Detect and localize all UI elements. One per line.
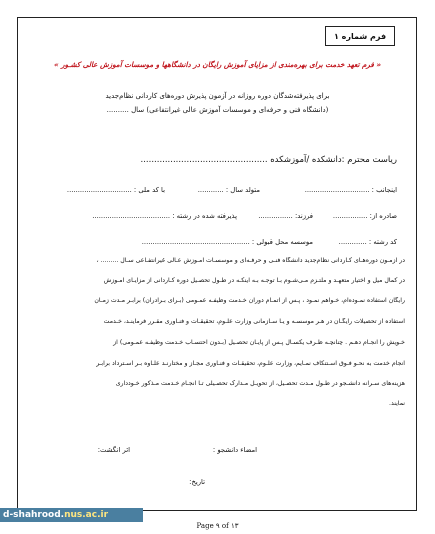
intro-line-1: برای پذیرفته‌شدگان دوره روزانه در آزمون پذیرش دوره‌های کاردانی نظام‌جدید: [105, 92, 330, 100]
paragraph-line: نمایند.: [389, 400, 405, 407]
addressee-line: ریاست محترم :دانشکده /آموزشکده ...............................................: [140, 155, 397, 165]
paragraph-line: هزینه‌های سـرانه دانشـجو در طـول مـدت تحصـیل، از تحویـل مـدارک تحصـیلی تـا انجـام خـدمت مـذکور خـودداری: [115, 380, 405, 387]
paragraph-line: خـویش را انجـام دهـم . چنانچـه ظـرف یکسـال پـس از پایـان تحصـیل (بـدون احتسـاب خـدمت وظیفـه عمـومی) از: [113, 339, 405, 346]
paragraph-line: رایگان استفاده نمـوده‌ام، خـواهم نمـود ، پـس از اتمـام دوران خـدمت وظیفـه عمـومی (بـرای بـرادران) برابـر مـدت زمـان: [94, 297, 405, 304]
intro-line-2: (دانشگاه فنی و حرفه‌ای و موسسات آموزش عالی غیرانتفاعی) سال ..........: [106, 106, 329, 114]
paragraph-line: در کمال میل و اختیار متعهـد و ملتـزم مـی‌شـوم بـا توجـه بـه اینکـه در طـول تحصـیل دوره کـاردانی از مزایـای آمـوزش: [103, 277, 405, 284]
paragraph-line: در آزمـون دوره‌هـای کـاردانی نظام‌جدید دانشگاه فنـی و حرفـه‌ای و موسسـات آمـوزش عـالی غیرانتفـاعی سـال ......... ،: [96, 257, 405, 264]
site-domain: nus.ac.ir: [64, 510, 109, 520]
site-name: d-shahrood.: [3, 510, 65, 520]
field-issued-from: صادره از: ................: [332, 212, 397, 220]
site-watermark: [0, 508, 143, 522]
fingerprint-label: اثر انگشت:: [97, 446, 130, 454]
form-title: « فرم تعهد خدمت برای بهره‌مندی از مزایای آموزش رایگان در دانشگاهها و موسسات آموزش عالی کشـور »: [53, 60, 381, 69]
field-name: اینجانب : ..............................: [304, 186, 397, 194]
field-institution: موسسه محل قبولی : ..................................................: [141, 238, 313, 246]
student-signature-label: امضاء دانشجو :: [212, 446, 257, 454]
paragraph-line: انجام خدمت به نحـو فـوق اسـتنکاف نمـایم، وزارت علـوم، تحقیقـات و فنـاوری مجـاز و مختارنـد علـاوه بـر اسـترداد برابـر: [96, 360, 405, 367]
field-national-id: با کد ملی : ..............................: [66, 186, 165, 194]
field-accepted-major: پذیرفته شده در رشته : ....................................: [92, 212, 237, 220]
field-major-code: کد رشته : .............: [338, 238, 397, 246]
page-number: Page ۹ of ۱۳: [196, 522, 239, 530]
date-label: تاریخ:: [189, 478, 205, 486]
paragraph-line: استفاده از تحصیلات رایگـان در هـر موسسـه و یـا سـازمانی وزارت علـوم، تحقیقـات و فنـاوری مقـرر فرماینـد، خـدمت: [103, 318, 405, 325]
field-child-of: فرزند: ................: [258, 212, 313, 220]
field-birth-year: متولد سال : ............: [197, 186, 260, 194]
form-number-box: فرم شماره ۱: [325, 26, 395, 46]
